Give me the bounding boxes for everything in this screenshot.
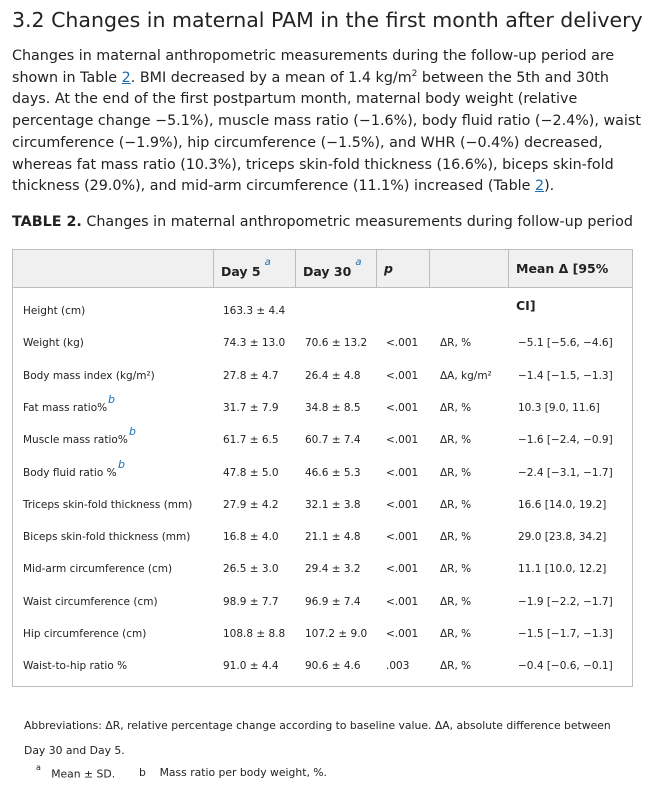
- cell-mean: −5.1 [−5.6, −4.6]: [518, 337, 613, 350]
- table-row: [13, 425, 632, 451]
- header-day30-label: Day 30: [303, 264, 352, 280]
- table-2-link-second[interactable]: 2: [534, 178, 545, 195]
- table-row: [13, 625, 632, 645]
- cell-day30: 70.6 ± 13.2: [305, 337, 368, 350]
- table-footnotes: [36, 763, 327, 781]
- cell-day30: 29.4 ± 3.2: [305, 563, 361, 576]
- cell-mean: 11.1 [10.0, 12.2]: [518, 563, 607, 576]
- cell-day5: 27.8 ± 4.7: [223, 369, 279, 382]
- table-caption: [12, 214, 633, 230]
- row-label: Muscle mass ratio%: [23, 434, 128, 447]
- cell-p: <.001: [386, 595, 419, 608]
- cell-mean: 10.3 [9.0, 11.6]: [518, 401, 600, 414]
- footnote-b-text: Mass ratio per body weight, %.: [159, 766, 327, 779]
- cell-day30: 46.6 ± 5.3: [305, 466, 361, 479]
- cell-type: ΔR, %: [440, 498, 472, 511]
- cell-mean: 29.0 [23.8, 34.2]: [518, 531, 607, 544]
- header-p: [376, 250, 429, 287]
- cell-p: <.001: [386, 466, 419, 479]
- table-row: [13, 367, 632, 387]
- cell-mean: −1.6 [−2.4, −0.9]: [518, 434, 613, 447]
- table-row: [13, 457, 632, 484]
- paragraph-text-4: ).: [544, 178, 555, 195]
- row-label: Body fluid ratio %: [23, 466, 117, 479]
- header-mean-label: Mean Δ [95% CI]: [516, 261, 609, 313]
- cell-p: .003: [386, 660, 410, 673]
- row-label: Biceps skin-fold thickness (mm): [23, 531, 191, 544]
- row-label: Hip circumference (cm): [23, 628, 147, 640]
- section-paragraph: [12, 46, 644, 198]
- cell-day30: 107.2 ± 9.0: [305, 628, 368, 640]
- cell-mean: −2.4 [−3.1, −1.7]: [518, 466, 613, 479]
- row-label: Waist circumference (cm): [23, 595, 158, 608]
- row-label: Fat mass ratio%: [23, 401, 108, 414]
- cell-type: ΔR, %: [440, 401, 472, 414]
- row-label: Height (cm): [23, 305, 86, 317]
- header-mean: [508, 250, 632, 313]
- paragraph-text-3: between the 5th and 30th days. At the end of the first postpartum month, maternal body weight (relative percentage change −5.1%), muscle mass ratio (−1.6%), body fluid ratio (−2.4%), waist circumference (−1.9%), hip circumference (−1.5%), and WHR (−0.4%) decreased, whereas fat mass ratio (10.3%), triceps skin-fold thickness (16.6%), biceps skin-fold thickness (29.0%), and mid-arm circumference (11.1%) increased (Table: [12, 69, 641, 195]
- table-caption-label: TABLE 2.: [12, 214, 82, 230]
- table-caption-text: Changes in maternal anthropometric measurements during follow-up period: [81, 214, 633, 230]
- cell-type: ΔR, %: [440, 434, 472, 447]
- table-row: [13, 528, 632, 548]
- table-row: [13, 593, 632, 613]
- cell-p: <.001: [386, 563, 419, 576]
- cell-p: <.001: [386, 434, 419, 447]
- header-day5-sup: a: [264, 257, 271, 268]
- table-row: [13, 334, 632, 354]
- table-abbreviations: Abbreviations: ΔR, relative percentage change according to baseline value. ΔA, absolute difference between Day 30 and Day 5.: [24, 719, 611, 757]
- cell-p: <.001: [386, 531, 419, 544]
- header-day5-label: Day 5: [221, 264, 261, 280]
- cell-type: ΔR, %: [440, 660, 472, 673]
- cell-day30: 32.1 ± 3.8: [305, 498, 361, 511]
- cell-day5: 108.8 ± 8.8: [223, 628, 286, 640]
- header-day30: [295, 250, 376, 287]
- cell-mean: −1.9 [−2.2, −1.7]: [518, 595, 613, 608]
- table-row: [13, 496, 632, 516]
- cell-day5: 163.3 ± 4.4: [223, 305, 286, 317]
- row-label: Body mass index (kg/m²): [23, 369, 155, 382]
- header-p-label: p: [384, 261, 393, 276]
- cell-day30: 90.6 ± 4.6: [305, 660, 361, 673]
- table-row: [13, 392, 632, 419]
- row-label: Weight (kg): [23, 337, 84, 350]
- cell-p: <.001: [386, 337, 419, 350]
- row-label-footnote: b: [129, 425, 136, 439]
- footnote-a-mark: a: [36, 763, 41, 772]
- cell-type: ΔR, %: [440, 563, 472, 576]
- cell-day5: 26.5 ± 3.0: [223, 563, 279, 576]
- cell-mean: −0.4 [−0.6, −0.1]: [518, 660, 613, 673]
- cell-day5: 74.3 ± 13.0: [223, 337, 286, 350]
- table-row: [13, 302, 632, 322]
- footnote-a-text: Mean ± SD.: [51, 767, 116, 781]
- row-label: Mid-arm circumference (cm): [23, 563, 173, 576]
- row-label: Triceps skin-fold thickness (mm): [23, 498, 193, 511]
- header-day30-sup: a: [355, 257, 362, 268]
- section-heading: 3.2 Changes in maternal PAM in the first month after delivery: [12, 8, 643, 32]
- cell-type: ΔR, %: [440, 531, 472, 544]
- footnote-b-mark: b: [139, 766, 146, 779]
- cell-day5: 91.0 ± 4.4: [223, 660, 279, 673]
- paragraph-text-2: . BMI decreased by a mean of 1.4 kg/m: [130, 69, 412, 86]
- measurements-table: [12, 249, 633, 687]
- cell-day30: 60.7 ± 7.4: [305, 434, 361, 447]
- row-label-footnote: b: [118, 457, 125, 471]
- cell-day5: 61.7 ± 6.5: [223, 434, 279, 447]
- footnote-b: [139, 766, 327, 779]
- cell-type: ΔR, %: [440, 595, 472, 608]
- cell-p: <.001: [386, 401, 419, 414]
- paragraph-text-1: Changes in maternal anthropometric measurements during the follow-up period are shown in Table: [12, 48, 615, 86]
- cell-day5: 98.9 ± 7.7: [223, 595, 279, 608]
- header-day5: [213, 250, 295, 287]
- header-type: [429, 250, 508, 287]
- cell-type: ΔA, kg/m²: [440, 369, 492, 382]
- cell-day30: 34.8 ± 8.5: [305, 401, 361, 414]
- cell-p: <.001: [386, 498, 419, 511]
- cell-type: ΔR, %: [440, 628, 472, 640]
- cell-p: <.001: [386, 369, 419, 382]
- table-row: [13, 657, 632, 677]
- cell-p: <.001: [386, 628, 419, 640]
- table-row: [13, 560, 632, 580]
- cell-mean: −1.5 [−1.7, −1.3]: [518, 628, 613, 640]
- row-label: Waist-to-hip ratio %: [23, 660, 128, 673]
- cell-type: ΔR, %: [440, 466, 472, 479]
- cell-mean: 16.6 [14.0, 19.2]: [518, 498, 607, 511]
- header-empty: [13, 250, 213, 287]
- row-label-footnote: b: [108, 392, 115, 406]
- superscript-2: 2: [411, 68, 418, 79]
- cell-day5: 31.7 ± 7.9: [223, 401, 279, 414]
- cell-type: ΔR, %: [440, 337, 472, 350]
- cell-day5: 47.8 ± 5.0: [223, 466, 279, 479]
- table-2-link[interactable]: 2: [121, 69, 131, 86]
- cell-day30: 26.4 ± 4.8: [305, 369, 361, 382]
- cell-day5: 16.8 ± 4.0: [223, 531, 279, 544]
- cell-day5: 27.9 ± 4.2: [223, 498, 279, 511]
- cell-day30: 21.1 ± 4.8: [305, 531, 361, 544]
- cell-day30: 96.9 ± 7.4: [305, 595, 361, 608]
- cell-mean: −1.4 [−1.5, −1.3]: [518, 369, 613, 382]
